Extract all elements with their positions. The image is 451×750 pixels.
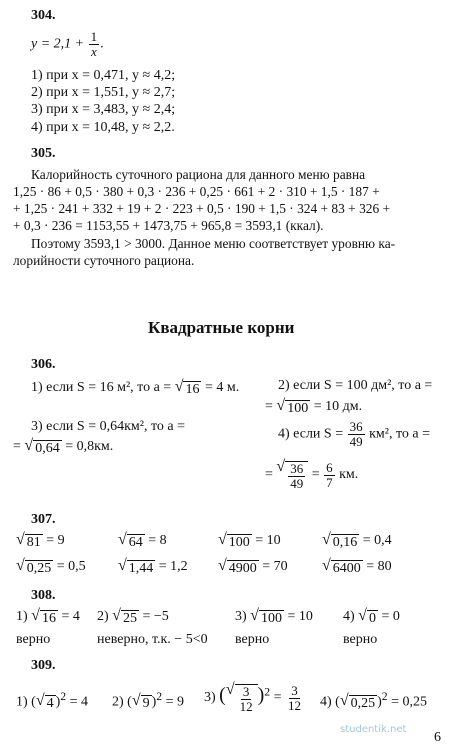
- sqrt-arg: 4900: [228, 561, 257, 576]
- sqrt-result: = 0,4: [362, 533, 392, 549]
- answer-306-1-text: 1) если S = 16 м², то a =: [31, 380, 172, 396]
- answer-306-3-end: = 0,8км.: [65, 439, 114, 455]
- task-number-306: 306.: [31, 357, 56, 372]
- formula-304-end: .: [100, 36, 104, 52]
- fraction-3-12: $\frac{3}{12}$: [288, 682, 302, 713]
- sqrt-result: = 80: [366, 559, 392, 575]
- sqrt-item: √ 100 = 10: [218, 531, 281, 550]
- sqrt-result: = 1,2: [158, 559, 188, 575]
- sqrt-arg: 16: [185, 382, 200, 397]
- answer-306-2-end: = 10 дм.: [313, 399, 363, 415]
- power-result: = 4: [69, 694, 89, 710]
- answer-306-4-line-1: [278, 420, 430, 449]
- sqrt-arg: 9: [142, 696, 150, 712]
- sqrt-result: = 10: [287, 609, 313, 625]
- answer-306-3-line-2: [13, 438, 113, 456]
- answer-306-1-end: = 4 м.: [204, 380, 240, 396]
- fraction-numerator: 36: [349, 419, 363, 434]
- sqrt-result: = 4: [61, 609, 80, 625]
- answer-306-2-line-2: [265, 398, 362, 416]
- sqrt-arg: 100: [260, 611, 282, 626]
- fraction-numerator: 36: [290, 461, 304, 476]
- sqrt-100: √ 100: [276, 397, 309, 416]
- text-305-line-1: Калорийность суточного рациона для данного меню равна: [31, 167, 366, 182]
- power-result: = 0,25: [391, 694, 428, 710]
- exponent: 2: [156, 690, 163, 703]
- power-item-2: 2) ( √ 9 )$^2$ = 9: [112, 690, 185, 712]
- sqrt-0-64: √ 0,64: [24, 437, 60, 456]
- text-305-line-3: + 1,25 · 241 + 332 + 19 + 2 · 223 + 0,5 · 190 + 1,5 · 324 + 83 + 326 +: [13, 201, 391, 216]
- fraction-denominator: 7: [326, 474, 333, 490]
- task-number-308: 308.: [31, 588, 56, 603]
- formula-304-lhs: y = 2,1 +: [31, 36, 85, 52]
- sqrt-result: = 0: [381, 609, 400, 625]
- exponent: 2: [264, 685, 271, 699]
- watermark: studentik.net: [340, 724, 407, 735]
- sqrt-16: √ 16: [174, 378, 200, 397]
- sqrt-result: = 70: [262, 559, 288, 575]
- answer-304-1: 1) при x = 0,471, y ≈ 4,2;: [31, 68, 176, 83]
- answer-306-4-text: 4) если S =: [278, 426, 344, 442]
- sqrt-arg: 0,64: [35, 441, 60, 456]
- text-305-line-4: + 0,3 · 236 = 1153,55 + 1473,75 + 965,8 = 3593,1 (ккал).: [13, 218, 324, 233]
- power-item-1: 1) ( √ 4 )$^2$ = 4: [16, 690, 89, 712]
- sqrt-item: √ 81 = 9: [16, 531, 65, 550]
- fraction-denominator: 49: [290, 476, 304, 491]
- sqrt-item: √ 0,25 = 0,5: [16, 557, 86, 576]
- check-item-1: 1) √ 16 = 4: [16, 607, 80, 626]
- fraction-36-49: [348, 420, 365, 449]
- sqrt-arg: 6400: [332, 561, 361, 576]
- exponent: 2: [60, 690, 67, 703]
- check-item-2: 2) √ 25 = −5: [97, 607, 169, 626]
- text-305-line-2: 1,25 · 86 + 0,5 · 380 + 0,3 · 236 + 0,25 · 661 + 2 · 310 + 1,5 · 187 +: [13, 184, 380, 199]
- sqrt-item: √ 6400 = 80: [322, 557, 392, 576]
- fraction-3-12: $\frac{3}{12}$: [239, 684, 253, 714]
- task-number-304: 304.: [31, 8, 56, 23]
- answer-306-2-line-1: 2) если S = 100 дм², то a =: [278, 378, 433, 393]
- sqrt-arg: 0,25: [350, 696, 376, 712]
- exponent: 2: [381, 690, 388, 703]
- sqrt-arg: 1,44: [128, 561, 154, 576]
- equals-sign: =: [13, 439, 21, 455]
- answer-306-4-end: км.: [339, 467, 359, 483]
- verdict-1: верно: [16, 632, 51, 647]
- task-number-307: 307.: [31, 512, 56, 527]
- equals-sign: =: [265, 467, 273, 483]
- task-number-309: 309.: [31, 658, 56, 673]
- sqrt-fraction: √ $\frac{36}{49}$: [276, 459, 308, 491]
- power-result: = 9: [165, 694, 185, 710]
- sqrt-arg: 100: [228, 535, 250, 550]
- sqrt-arg: 25: [122, 611, 137, 626]
- text-305-line-5: Поэтому 3593,1 > 3000. Данное меню соответствует уровню ка-: [31, 236, 396, 251]
- answer-306-3-line-1: 3) если S = 0,64км², то a =: [31, 419, 185, 434]
- fraction-numerator: 1: [90, 29, 98, 44]
- sqrt-result: = 10: [255, 533, 281, 549]
- fraction-6-7: [324, 461, 335, 490]
- sqrt-item: √ 64 = 8: [118, 531, 167, 550]
- sqrt-result: = 9: [46, 533, 65, 549]
- verdict-3: верно: [235, 632, 270, 647]
- sqrt-item: √ 1,44 = 1,2: [118, 557, 188, 576]
- verdict-4: верно: [343, 632, 378, 647]
- section-title: Квадратные корни: [148, 318, 295, 337]
- sqrt-arg: 64: [128, 535, 143, 550]
- answer-304-3: 3) при x = 3,483, y ≈ 2,4;: [31, 102, 176, 117]
- sqrt-arg: 0: [368, 611, 376, 626]
- sqrt-arg: 16: [41, 611, 56, 626]
- sqrt-arg: 0,16: [332, 535, 358, 550]
- sqrt-arg: 81: [26, 535, 41, 550]
- answer-306-4-end: км², то a =: [369, 426, 431, 442]
- task-number-305: 305.: [31, 146, 56, 161]
- equals-sign: =: [265, 399, 273, 415]
- power-item-3: 3) ( √ $\frac{3}{12}$ )$^2$ = $\frac{3}{12}$: [204, 681, 302, 714]
- answer-306-1: [31, 379, 239, 397]
- sqrt-item: √ 0,16 = 0,4: [322, 531, 392, 550]
- text-305-line-6: лорийности суточного рациона.: [13, 253, 195, 268]
- equals-sign: =: [311, 467, 320, 483]
- fraction-36-49: [288, 462, 305, 491]
- check-item-3: 3) √ 100 = 10: [235, 607, 313, 626]
- sqrt-result: = 8: [148, 533, 167, 549]
- check-item-4: 4) √ 0 = 0: [343, 607, 400, 626]
- fraction-1-over-x: [89, 30, 100, 59]
- sqrt-arg: 0,25: [26, 561, 52, 576]
- sqrt-arg: 4: [46, 696, 54, 712]
- verdict-2: неверно, т.к. − 5<0: [97, 632, 208, 647]
- sqrt-arg: 100: [287, 401, 309, 416]
- answer-304-2: 2) при x = 1,551, y ≈ 2,7;: [31, 85, 176, 100]
- answer-304-4: 4) при x = 10,48, y ≈ 2,2.: [31, 120, 175, 135]
- fraction-denominator: x: [90, 44, 97, 59]
- fraction-numerator: 6: [326, 459, 333, 475]
- sqrt-result: = 0,5: [56, 559, 86, 575]
- sqrt-item: √ 4900 = 70: [218, 557, 288, 576]
- answer-306-4-line-2: [265, 459, 358, 491]
- formula-304: [31, 30, 104, 59]
- sqrt-result: = −5: [142, 609, 169, 625]
- fraction-denominator: 49: [349, 434, 363, 449]
- page-number: 6: [434, 730, 441, 745]
- power-item-4: 4) ( √ 0,25 )$^2$ = 0,25: [320, 690, 428, 712]
